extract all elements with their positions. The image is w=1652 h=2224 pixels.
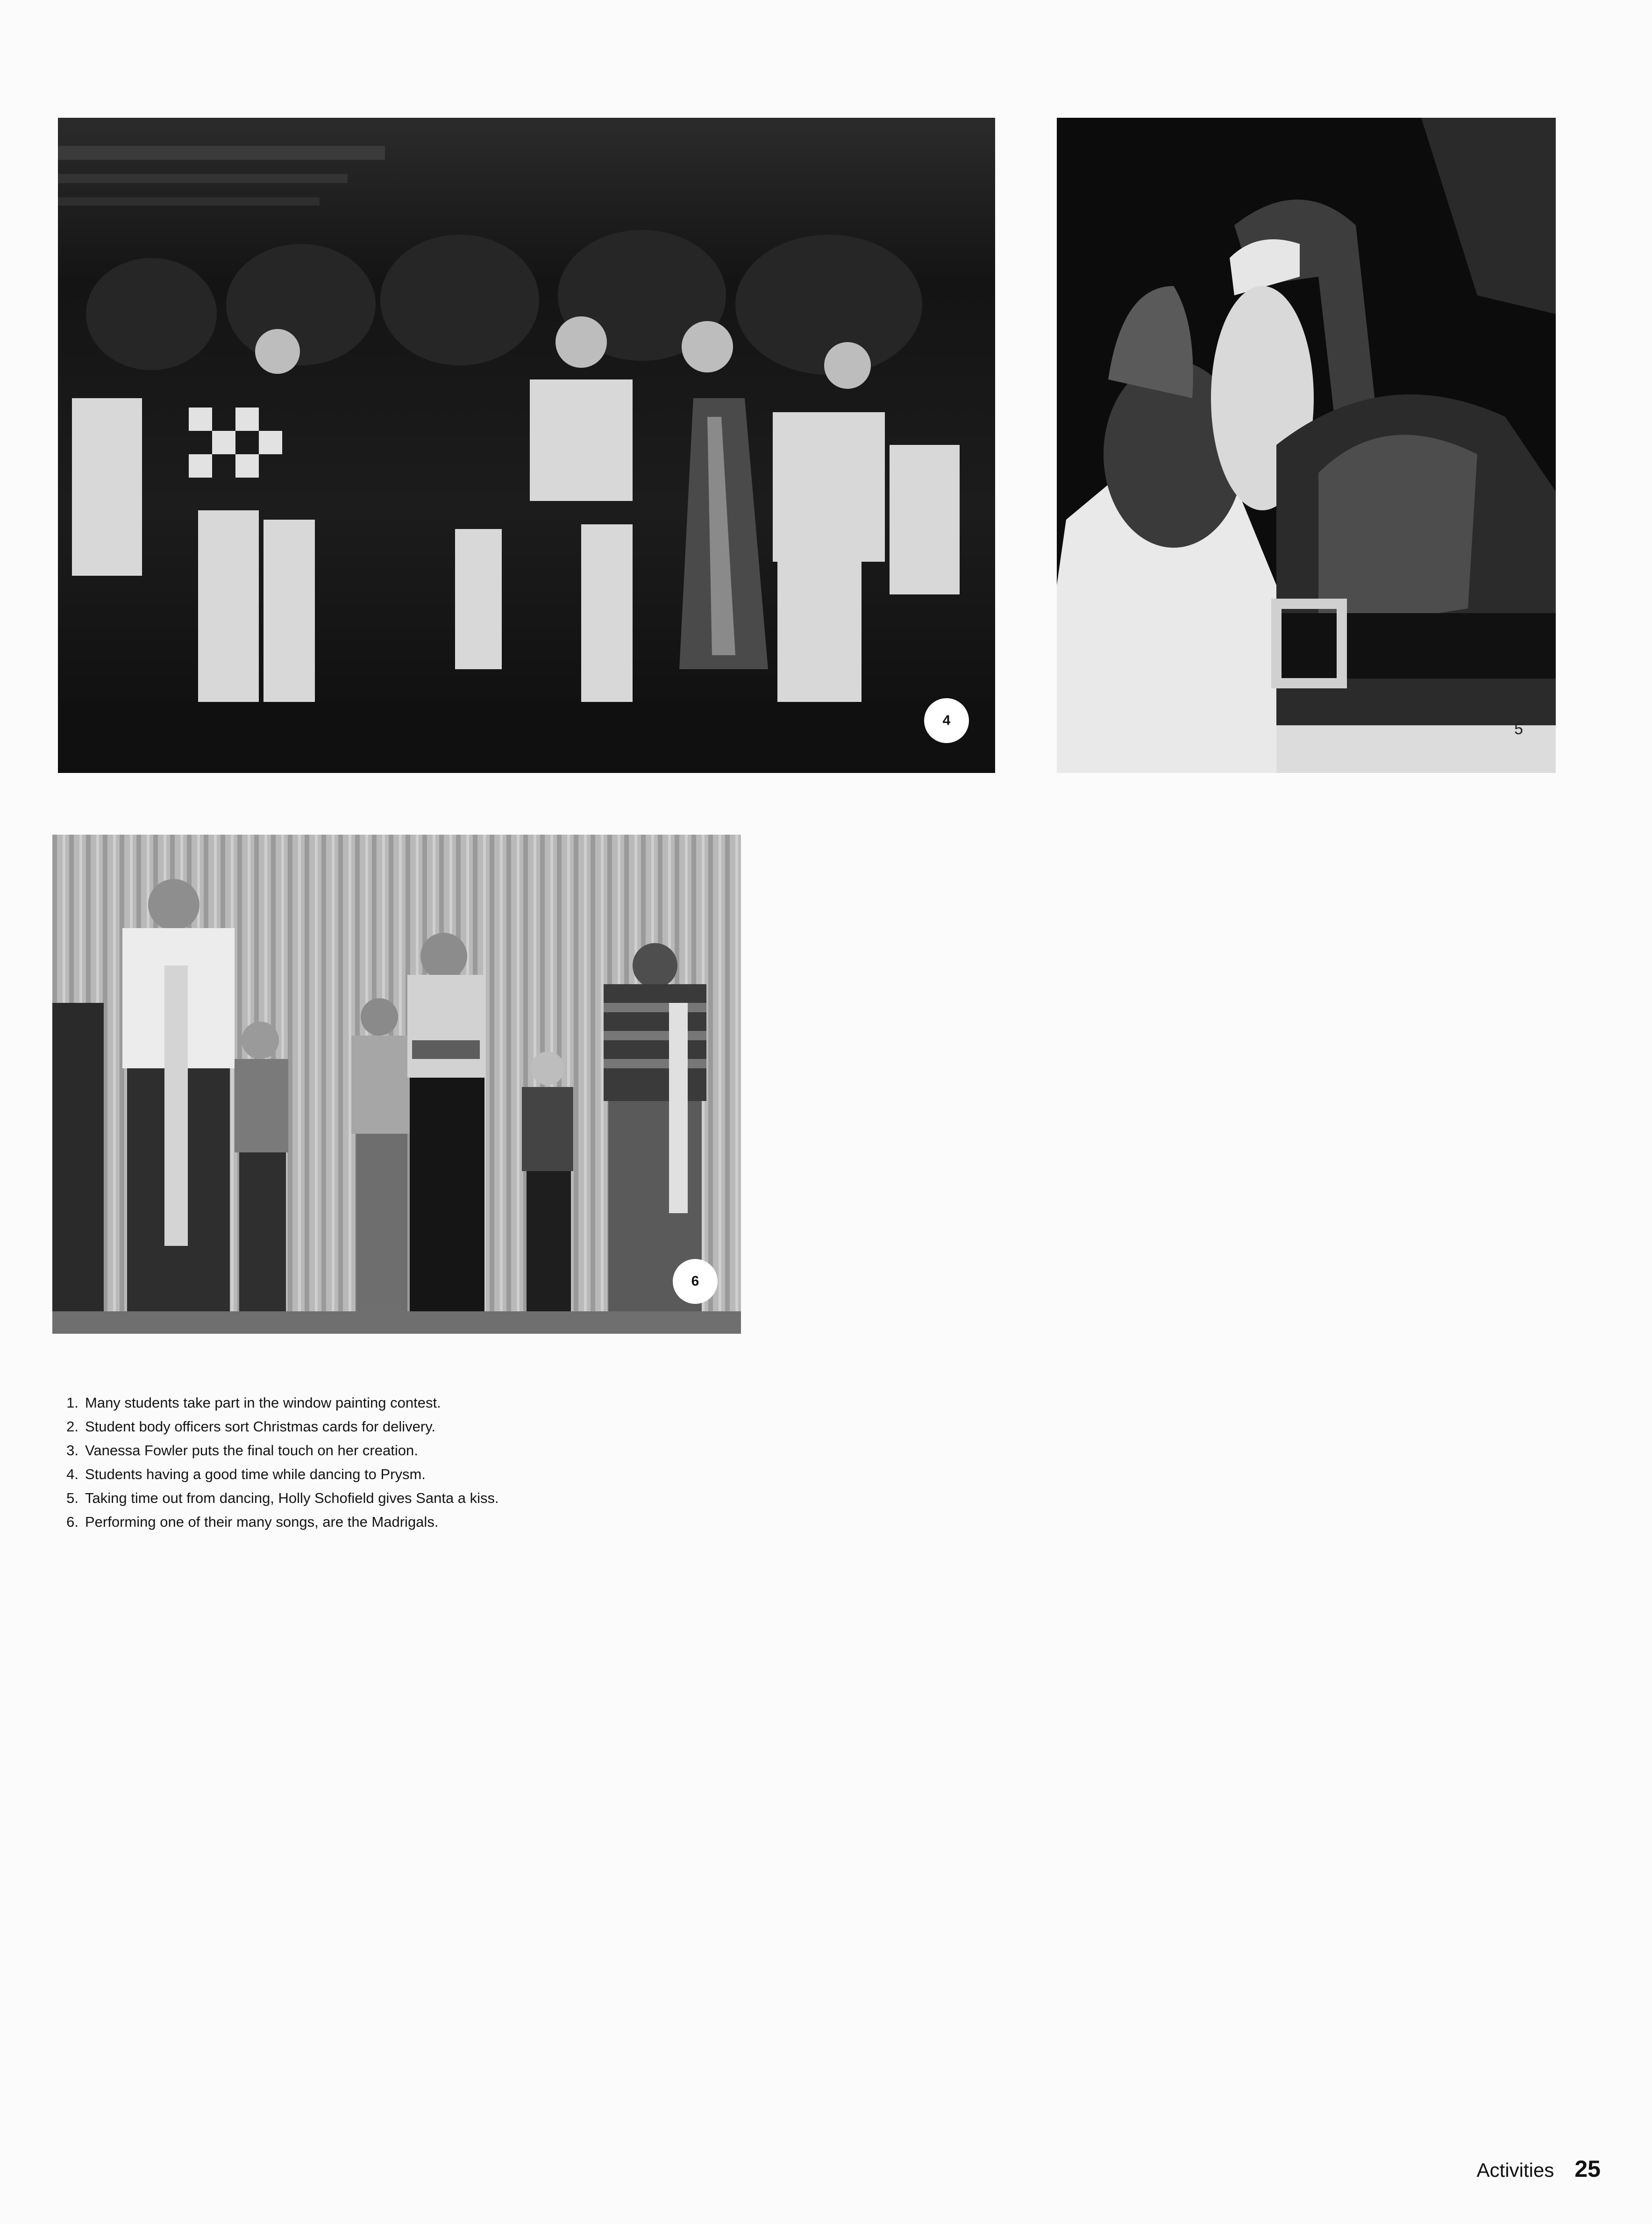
page-number: 25 (1574, 2156, 1601, 2182)
caption-text: Many students take part in the window painting contest. (85, 1394, 441, 1411)
photo-madrigals (52, 835, 741, 1334)
caption-number: 6. (66, 1514, 78, 1530)
santa-kiss-photo-image (1057, 118, 1556, 773)
caption-item (45, 1462, 634, 1486)
madrigals-photo-image (52, 835, 741, 1334)
section-label: Activities (1476, 2159, 1554, 2181)
caption-number: 2. (66, 1418, 78, 1435)
photo-number-label: 5 (1514, 720, 1523, 738)
caption-number: 1. (66, 1394, 78, 1411)
caption-text: Student body officers sort Christmas cards for delivery. (85, 1418, 436, 1435)
caption-number: 4. (66, 1466, 78, 1482)
caption-item (45, 1486, 634, 1510)
photo-number-badge: 4 (924, 698, 969, 743)
photo-number-badge: 6 (673, 1259, 718, 1304)
caption-item (45, 1391, 634, 1415)
photo-dance-floor (58, 118, 995, 773)
caption-text: Students having a good time while dancing to Prysm. (85, 1466, 426, 1482)
caption-item (45, 1415, 634, 1438)
caption-item (45, 1438, 634, 1462)
caption-list (45, 1391, 634, 1534)
caption-text: Performing one of their many songs, are the Madrigals. (85, 1514, 439, 1530)
caption-number: 5. (66, 1490, 78, 1506)
caption-item (45, 1510, 634, 1534)
caption-number: 3. (66, 1442, 78, 1459)
dance-floor-photo-image (58, 118, 995, 773)
photo-santa-kiss (1057, 118, 1556, 773)
caption-text: Taking time out from dancing, Holly Schofield gives Santa a kiss. (85, 1490, 499, 1506)
caption-text: Vanessa Fowler puts the final touch on her creation. (85, 1442, 418, 1459)
page-footer (1477, 2155, 1601, 2182)
